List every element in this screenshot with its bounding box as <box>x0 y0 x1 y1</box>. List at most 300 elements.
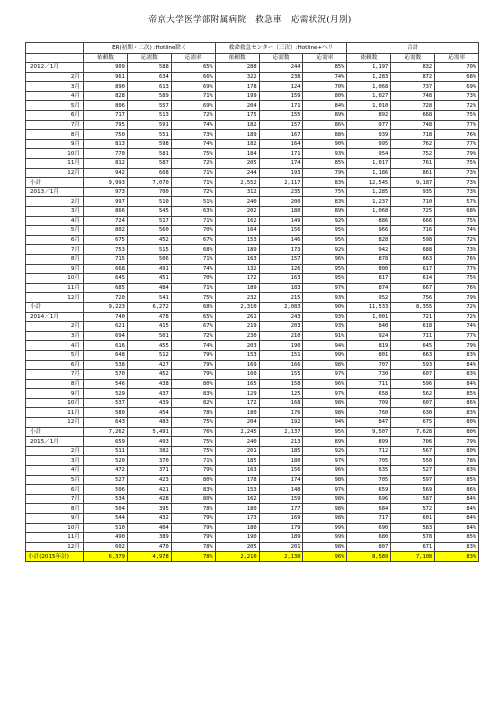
table-cell: 232 <box>215 293 259 303</box>
column-header: 応需率 <box>171 53 215 63</box>
table-cell: 71% <box>171 254 215 264</box>
table-cell: 78% <box>171 408 215 418</box>
row-label: 7月 <box>26 494 84 504</box>
table-cell: 83% <box>303 178 347 188</box>
table-cell: 1,027 <box>347 91 391 101</box>
table-cell: 828 <box>84 91 128 101</box>
table-cell: 715 <box>84 254 128 264</box>
table-cell: 617 <box>391 264 435 274</box>
column-header: 応需率 <box>435 53 479 63</box>
row-label: 11月 <box>26 408 84 418</box>
table-row <box>26 322 479 332</box>
table-cell: 68% <box>171 302 215 312</box>
table-row <box>26 485 479 495</box>
table-cell: 158 <box>259 379 303 389</box>
table-cell: 720 <box>84 293 128 303</box>
table-cell: 7,262 <box>84 427 128 437</box>
table-cell: 551 <box>127 130 171 140</box>
table-cell: 163 <box>215 466 259 476</box>
table-cell: 2,137 <box>259 427 303 437</box>
row-label: 2月 <box>26 197 84 207</box>
table-cell: 83% <box>303 197 347 207</box>
table-cell: 370 <box>127 456 171 466</box>
table-cell: 483 <box>127 418 171 428</box>
table-cell: 169 <box>215 360 259 370</box>
table-cell: 415 <box>127 322 171 332</box>
table-cell: 205 <box>215 542 259 552</box>
table-cell: 404 <box>127 523 171 533</box>
table-cell: 203 <box>259 322 303 332</box>
table-cell: 952 <box>347 293 391 303</box>
table-cell: 176 <box>259 408 303 418</box>
table-row <box>26 63 479 73</box>
column-header: 応需数 <box>127 53 171 63</box>
table-row <box>26 283 479 293</box>
table-cell: 7,108 <box>391 552 435 562</box>
row-label: 小計 <box>26 427 84 437</box>
row-label: 12月 <box>26 418 84 428</box>
table-cell: 93% <box>303 312 347 322</box>
table-cell: 80% <box>171 494 215 504</box>
table-cell: 97% <box>303 389 347 399</box>
table-cell: 78% <box>171 542 215 552</box>
table-cell: 180 <box>215 408 259 418</box>
row-label: 5月 <box>26 226 84 236</box>
table-cell: 98% <box>303 475 347 485</box>
table-cell: 75% <box>435 111 479 121</box>
table-cell: 96% <box>303 466 347 476</box>
table-cell: 69% <box>171 82 215 92</box>
table-cell: 201 <box>215 446 259 456</box>
table-cell: 70% <box>303 82 347 92</box>
table-cell: 74% <box>435 322 479 332</box>
table-cell: 709 <box>347 398 391 408</box>
row-label: 7月 <box>26 120 84 130</box>
group-header-critical-care: 救命救急センター（三次）:Hotline+ヘリ <box>215 43 347 54</box>
table-row <box>26 139 479 149</box>
table-cell: 204 <box>215 418 259 428</box>
row-label: 2012／1月 <box>26 63 84 73</box>
table-cell: 172 <box>215 398 259 408</box>
table-row <box>26 542 479 552</box>
table-cell: 77% <box>435 139 479 149</box>
table-cell: 86% <box>303 120 347 130</box>
table-cell: 454 <box>127 408 171 418</box>
table-cell: 2,117 <box>259 178 303 188</box>
table-cell: 171 <box>259 149 303 159</box>
table-cell: 761 <box>391 159 435 169</box>
table-cell: 182 <box>215 120 259 130</box>
table-cell: 806 <box>84 101 128 111</box>
table-cell: 439 <box>127 398 171 408</box>
table-cell: 1,197 <box>347 63 391 73</box>
corner-header-cell <box>26 43 84 54</box>
table-cell: 86% <box>435 398 479 408</box>
table-row <box>26 101 479 111</box>
table-row <box>26 533 479 543</box>
table-cell: 65% <box>171 312 215 322</box>
table-cell: 80% <box>435 427 479 437</box>
table-cell: 8,355 <box>391 302 435 312</box>
table-row <box>26 514 479 524</box>
row-label: 6月 <box>26 485 84 495</box>
table-cell: 478 <box>127 312 171 322</box>
table-cell: 65% <box>171 63 215 73</box>
table-cell: 452 <box>127 370 171 380</box>
table-cell: 2,552 <box>215 178 259 188</box>
table-row <box>26 466 479 476</box>
table-cell: 200 <box>259 197 303 207</box>
table-cell: 312 <box>215 187 259 197</box>
table-cell: 725 <box>391 207 435 217</box>
table-cell: 718 <box>391 130 435 140</box>
table-cell: 84% <box>303 101 347 111</box>
table-cell: 84% <box>435 494 479 504</box>
table-cell: 80% <box>435 418 479 428</box>
table-cell: 80% <box>171 379 215 389</box>
table-row <box>26 350 479 360</box>
table-cell: 153 <box>215 485 259 495</box>
table-cell: 76% <box>435 283 479 293</box>
table-row <box>26 91 479 101</box>
table-cell: 83% <box>435 552 479 562</box>
table-cell: 92% <box>303 446 347 456</box>
table-cell: 942 <box>84 168 128 178</box>
row-label: 2月 <box>26 72 84 82</box>
table-cell: 89% <box>303 111 347 121</box>
row-label: 10月 <box>26 274 84 284</box>
table-cell: 589 <box>127 91 171 101</box>
table-cell: 6,272 <box>127 302 171 312</box>
row-label: 2014／1月 <box>26 312 84 322</box>
table-cell: 506 <box>127 254 171 264</box>
table-cell: 288 <box>215 63 259 73</box>
table-cell: 748 <box>391 91 435 101</box>
table-cell: 7,070 <box>127 178 171 188</box>
table-cell: 71% <box>171 91 215 101</box>
table-row <box>26 494 479 504</box>
row-label: 9月 <box>26 389 84 399</box>
table-cell: 78% <box>171 504 215 514</box>
table-cell: 801 <box>347 350 391 360</box>
table-row <box>26 264 479 274</box>
table-cell: 668 <box>127 168 171 178</box>
table-cell: 847 <box>347 418 391 428</box>
table-cell: 675 <box>84 235 128 245</box>
table-cell: 125 <box>259 389 303 399</box>
row-label: 10月 <box>26 523 84 533</box>
table-cell: 166 <box>259 360 303 370</box>
table-cell: 675 <box>391 418 435 428</box>
table-cell: 204 <box>215 101 259 111</box>
table-cell: 684 <box>347 504 391 514</box>
row-label: 7月 <box>26 245 84 255</box>
table-cell: 171 <box>259 101 303 111</box>
table-cell: 238 <box>259 72 303 82</box>
table-cell: 193 <box>259 168 303 178</box>
table-cell: 680 <box>347 533 391 543</box>
table-row <box>26 120 479 130</box>
table-cell: 493 <box>127 437 171 447</box>
table-cell: 180 <box>259 207 303 217</box>
table-row <box>26 360 479 370</box>
table-cell: 163 <box>259 274 303 284</box>
column-header: 依頼数 <box>84 53 128 63</box>
table-cell: 69% <box>171 101 215 111</box>
table-cell: 67% <box>171 322 215 332</box>
row-label: 4月 <box>26 466 84 476</box>
table-cell: 550 <box>391 456 435 466</box>
table-cell: 169 <box>259 514 303 524</box>
table-cell: 185 <box>215 456 259 466</box>
table-cell: 72% <box>435 101 479 111</box>
table-cell: 73% <box>435 91 479 101</box>
table-cell: 173 <box>215 514 259 524</box>
table-cell: 717 <box>84 111 128 121</box>
table-cell: 146 <box>259 235 303 245</box>
table-row <box>26 216 479 226</box>
table-cell: 570 <box>84 370 128 380</box>
table-cell: 71% <box>171 168 215 178</box>
table-cell: 180 <box>259 456 303 466</box>
table-cell: 4,978 <box>127 552 171 562</box>
table-cell: 11,533 <box>347 302 391 312</box>
table-cell: 98% <box>303 514 347 524</box>
table-cell: 79% <box>171 466 215 476</box>
row-label: 6月 <box>26 111 84 121</box>
table-cell: 85% <box>435 475 479 485</box>
table-cell: 762 <box>391 139 435 149</box>
table-cell: 79% <box>435 437 479 447</box>
table-cell: 95% <box>303 427 347 437</box>
table-cell: 1,010 <box>347 101 391 111</box>
table-cell: 72% <box>435 302 479 312</box>
table-cell: 635 <box>347 466 391 476</box>
table-cell: 76% <box>435 130 479 140</box>
table-row <box>26 370 479 380</box>
table-cell: 613 <box>127 82 171 92</box>
table-cell: 861 <box>391 168 435 178</box>
table-row <box>26 437 479 447</box>
table-cell: 86% <box>435 485 479 495</box>
table-cell: 74% <box>171 120 215 130</box>
table-cell: 71% <box>171 283 215 293</box>
table-cell: 93% <box>303 322 347 332</box>
table-cell: 694 <box>84 331 128 341</box>
table-row <box>26 293 479 303</box>
table-cell: 70% <box>171 274 215 284</box>
table-cell: 79% <box>435 149 479 159</box>
row-label: 10月 <box>26 398 84 408</box>
table-cell: 219 <box>215 322 259 332</box>
table-cell: 705 <box>347 475 391 485</box>
table-cell: 157 <box>259 120 303 130</box>
table-cell: 192 <box>259 418 303 428</box>
table-cell: 1,186 <box>347 168 391 178</box>
table-cell: 75% <box>171 446 215 456</box>
table-cell: 230 <box>215 331 259 341</box>
table-cell: 129 <box>215 389 259 399</box>
table-cell: 753 <box>84 245 128 255</box>
table-cell: 707 <box>347 360 391 370</box>
table-cell: 892 <box>347 111 391 121</box>
table-cell: 621 <box>84 322 128 332</box>
table-cell: 74% <box>171 139 215 149</box>
table-row <box>26 197 479 207</box>
table-cell: 73% <box>435 178 479 188</box>
table-cell: 712 <box>347 446 391 456</box>
table-cell: 634 <box>127 72 171 82</box>
table-cell: 2,245 <box>215 427 259 437</box>
table-cell: 659 <box>84 437 128 447</box>
table-cell: 96% <box>303 552 347 562</box>
table-cell: 76% <box>171 427 215 437</box>
table-cell: 711 <box>347 379 391 389</box>
table-cell: 73% <box>435 187 479 197</box>
table-cell: 72% <box>435 312 479 322</box>
row-label: 2月 <box>26 446 84 456</box>
table-cell: 593 <box>391 360 435 370</box>
table-cell: 716 <box>391 226 435 236</box>
subtotal-row <box>26 302 479 312</box>
table-cell: 690 <box>347 523 391 533</box>
table-cell: 472 <box>84 466 128 476</box>
table-cell: 151 <box>259 350 303 360</box>
table-cell: 451 <box>127 274 171 284</box>
table-cell: 382 <box>127 446 171 456</box>
table-cell: 88% <box>303 130 347 140</box>
ambulance-acceptance-table <box>25 42 479 562</box>
table-cell: 83% <box>435 370 479 380</box>
table-row <box>26 82 479 92</box>
table-cell: 607 <box>391 370 435 380</box>
table-cell: 5,491 <box>127 427 171 437</box>
table-cell: 663 <box>391 350 435 360</box>
table-cell: 569 <box>391 485 435 495</box>
table-cell: 432 <box>127 514 171 524</box>
group-header-er: ER(初期・二次) :Hotline除く <box>84 43 216 54</box>
table-cell: 66% <box>171 72 215 82</box>
table-cell: 588 <box>127 63 171 73</box>
table-cell: 240 <box>215 197 259 207</box>
table-cell: 527 <box>391 466 435 476</box>
table-cell: 544 <box>84 514 128 524</box>
table-cell: 74% <box>171 341 215 351</box>
table-cell: 75% <box>303 187 347 197</box>
table-row <box>26 408 479 418</box>
table-body <box>26 63 479 562</box>
table-cell: 79% <box>171 514 215 524</box>
table-cell: 371 <box>127 466 171 476</box>
table-cell: 828 <box>347 235 391 245</box>
table-cell: 97% <box>303 456 347 466</box>
table-cell: 602 <box>84 542 128 552</box>
table-cell: 513 <box>127 111 171 121</box>
table-cell: 178 <box>215 82 259 92</box>
table-row <box>26 446 479 456</box>
table-row <box>26 235 479 245</box>
table-cell: 740 <box>84 312 128 322</box>
table-cell: 427 <box>127 360 171 370</box>
table-cell: 84% <box>435 514 479 524</box>
table-cell: 2,130 <box>259 552 303 562</box>
table-cell: 935 <box>391 187 435 197</box>
table-cell: 79% <box>435 293 479 303</box>
table-cell: 583 <box>391 523 435 533</box>
table-cell: 7,628 <box>391 427 435 437</box>
table-cell: 261 <box>215 312 259 322</box>
table-cell: 455 <box>127 341 171 351</box>
table-cell: 705 <box>347 456 391 466</box>
table-cell: 201 <box>259 542 303 552</box>
table-cell: 98% <box>303 542 347 552</box>
table-cell: 668 <box>391 111 435 121</box>
table-cell: 202 <box>215 207 259 217</box>
table-cell: 591 <box>127 120 171 130</box>
row-label: 5月 <box>26 101 84 111</box>
table-cell: 72% <box>171 331 215 341</box>
table-cell: 156 <box>259 466 303 476</box>
table-cell: 97% <box>303 485 347 495</box>
table-cell: 737 <box>391 82 435 92</box>
table-cell: 504 <box>84 504 128 514</box>
table-cell: 72% <box>171 187 215 197</box>
table-cell: 567 <box>391 446 435 456</box>
row-label: 3月 <box>26 207 84 217</box>
table-cell: 671 <box>391 542 435 552</box>
table-cell: 73% <box>435 245 479 255</box>
row-label: 小計 <box>26 302 84 312</box>
table-cell: 717 <box>347 514 391 524</box>
table-cell: 643 <box>84 418 128 428</box>
column-header: 依頼数 <box>347 53 391 63</box>
table-row <box>26 245 479 255</box>
table-cell: 80% <box>303 91 347 101</box>
table-cell: 72% <box>171 159 215 169</box>
table-cell: 199 <box>215 91 259 101</box>
table-cell: 96% <box>303 254 347 264</box>
table-cell: 730 <box>347 370 391 380</box>
table-cell: 84% <box>435 379 479 389</box>
table-cell: 90% <box>303 139 347 149</box>
table-cell: 546 <box>84 379 128 389</box>
table-cell: 728 <box>391 101 435 111</box>
table-cell: 8,589 <box>347 552 391 562</box>
table-cell: 157 <box>259 254 303 264</box>
table-cell: 700 <box>127 187 171 197</box>
table-cell: 977 <box>347 120 391 130</box>
table-cell: 99% <box>303 533 347 543</box>
table-cell: 560 <box>127 226 171 236</box>
table-cell: 73% <box>435 168 479 178</box>
table-cell: 601 <box>391 514 435 524</box>
table-cell: 175 <box>215 111 259 121</box>
row-label: 8月 <box>26 379 84 389</box>
table-cell: 190 <box>215 533 259 543</box>
table-cell: 645 <box>84 274 128 284</box>
subtotal-row <box>26 178 479 188</box>
table-cell: 421 <box>127 485 171 495</box>
table-cell: 190 <box>259 341 303 351</box>
table-cell: 77% <box>435 264 479 274</box>
table-cell: 6,379 <box>84 552 128 562</box>
table-cell: 645 <box>391 341 435 351</box>
table-cell: 79% <box>435 341 479 351</box>
table-cell: 511 <box>84 446 128 456</box>
table-cell: 515 <box>127 245 171 255</box>
table-cell: 85% <box>303 159 347 169</box>
table-cell: 909 <box>84 63 128 73</box>
